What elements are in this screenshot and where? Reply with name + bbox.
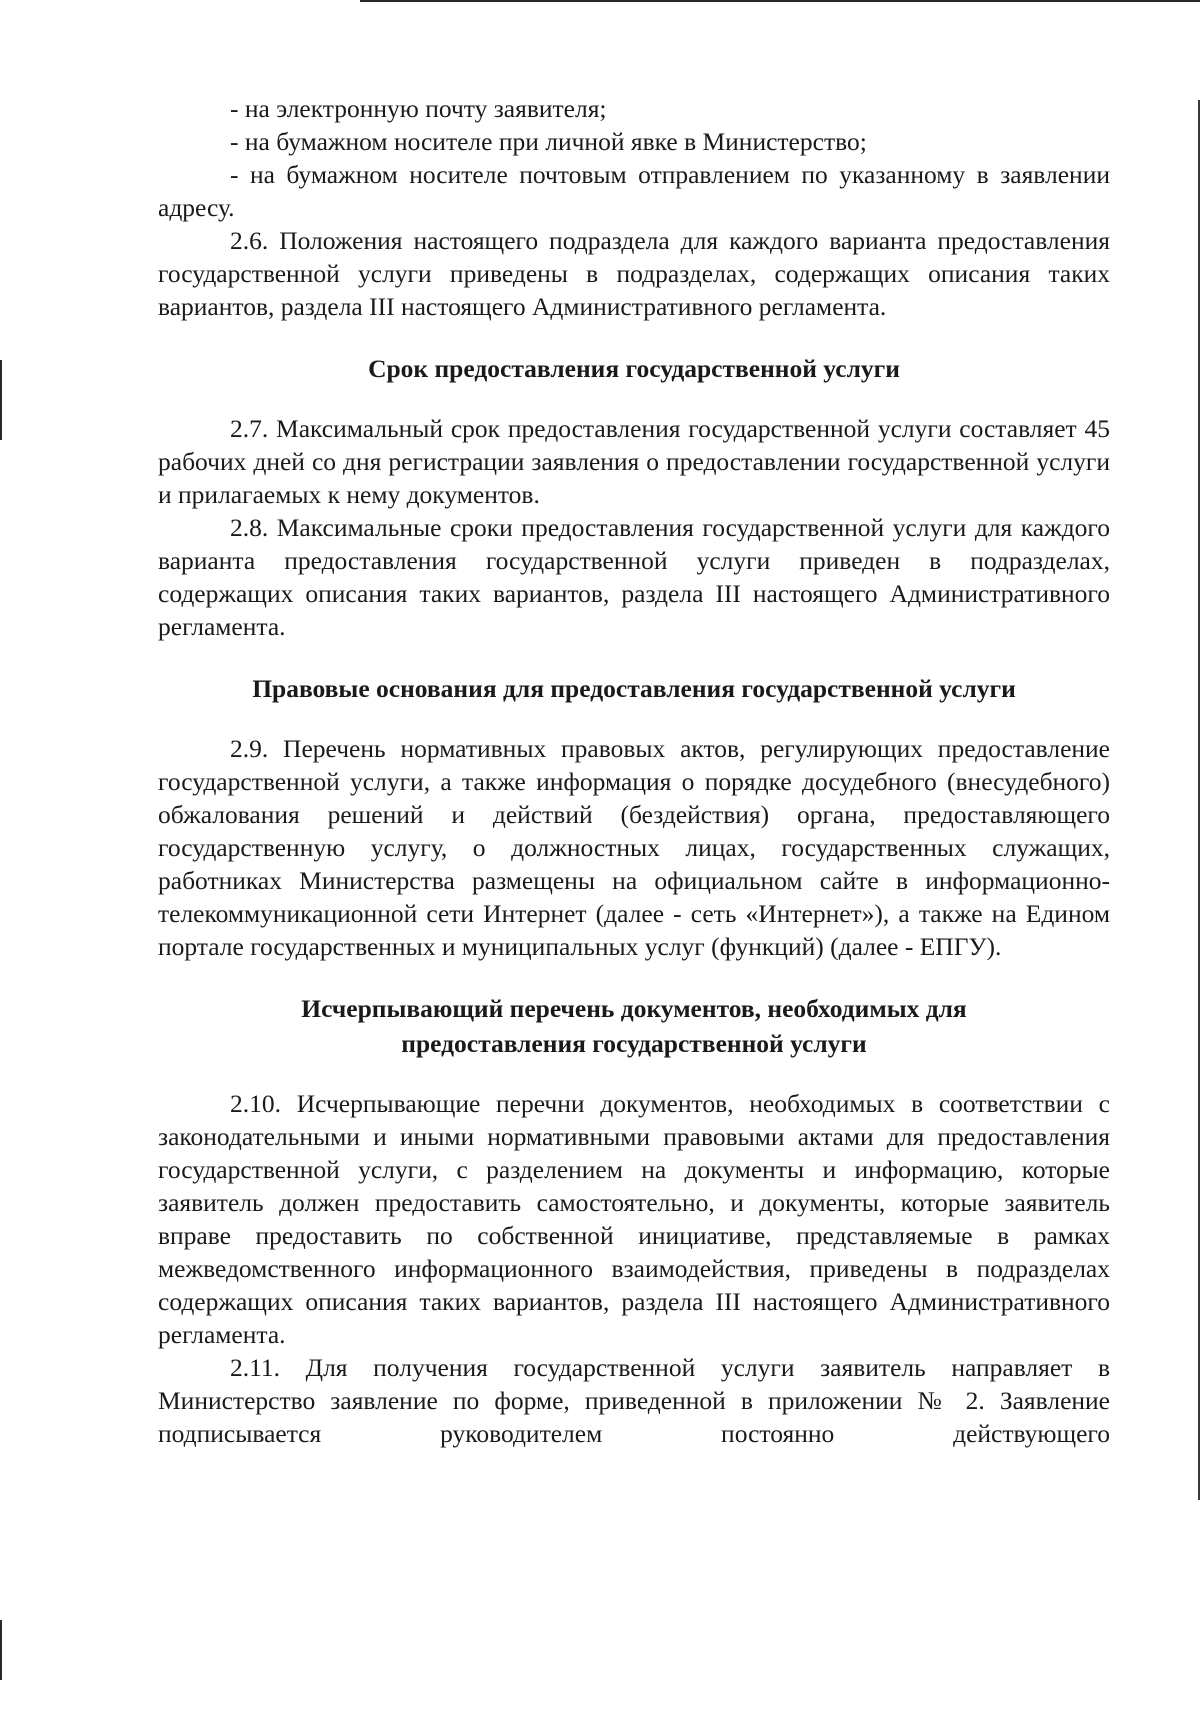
heading-line: Исчерпывающий перечень документов, необходимых для bbox=[301, 994, 967, 1023]
paragraph-2-8: 2.8. Максимальные сроки предоставления государственной услуги для каждого варианта предоставления государственной услуги приведен в подразделах, содержащих описания таких вариантов, раздела III настоящего Административного регламента. bbox=[158, 513, 1110, 641]
scan-edge-top bbox=[360, 0, 1200, 2]
paragraph-2-6: 2.6. Положения настоящего подраздела для каждого варианта предоставления государственной услуги приведены в подразделах, содержащих описания таких вариантов, раздела III настоящего Административного регламента. bbox=[158, 226, 1110, 321]
section-heading-legal: Правовые основания для предоставления государственной услуги bbox=[252, 674, 1016, 703]
document-body bbox=[158, 92, 1110, 1450]
paragraph-2-7: 2.7. Максимальный срок предоставления государственной услуги составляет 45 рабочих дней со дня регистрации заявления о предоставлении государственной услуги и прилагаемых к нему документов. bbox=[158, 414, 1110, 509]
paragraph-2-9: 2.9. Перечень нормативных правовых актов, регулирующих предоставление государственной услуги, а также информация о порядке досудебного (внесудебного) обжалования решений и действий (бездействия) органа, предоставляющего государственную услугу, о должностных лицах, государственных служащих, работниках Министерства размещены на официальном сайте в информационно-телекоммуникационной сети Интернет (далее - сеть «Интернет»), а также на Едином портале государственных и муниципальных услуг (функций) (далее - ЕПГУ). bbox=[158, 734, 1110, 961]
section-heading-term: Срок предоставления государственной услуги bbox=[368, 354, 900, 383]
heading-line: предоставления государственной услуги bbox=[401, 1029, 867, 1058]
section-heading-documents bbox=[158, 991, 1110, 1061]
scan-edge-left bbox=[0, 360, 2, 440]
paragraph-2-11: 2.11. Для получения государственной услуги заявитель направляет в Министерство заявление по форме, приведенной в приложении № 2. Заявление подписывается руководителем постоянно действующего bbox=[158, 1353, 1110, 1448]
list-item: - на бумажном носителе при личной явке в Министерство; bbox=[230, 127, 867, 156]
scan-edge-left bbox=[0, 1620, 2, 1680]
list-item: - на электронную почту заявителя; bbox=[230, 94, 607, 123]
list-item: - на бумажном носителе почтовым отправлением по указанному в заявлении адресу. bbox=[158, 160, 1110, 222]
paragraph-2-10: 2.10. Исчерпывающие перечни документов, необходимых в соответствии с законодательными и иными нормативными правовыми актами для предоставления государственной услуги, с разделением на документы и информацию, которые заявитель должен предоставить самостоятельно, и документы, которые заявитель вправе предоставить по собственной инициативе, представляемые в рамках межведомственного информационного взаимодействия, приведены в подразделах содержащих описания таких вариантов, раздела III настоящего Административного регламента. bbox=[158, 1089, 1110, 1349]
